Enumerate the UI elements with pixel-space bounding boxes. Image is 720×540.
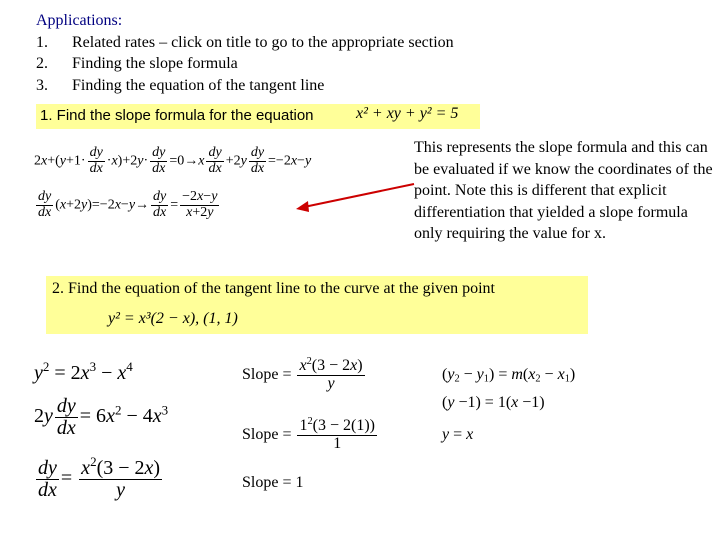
- list-item: 2. Finding the slope formula: [36, 55, 238, 72]
- slope-formula-note: This represents the slope formula and this can be evaluated if we know the coordinates of the point. Note this is different that explicit differentiation that yielded a slope formula only requiring the value for x.: [414, 139, 713, 242]
- list-item[interactable]: 1. Related rates – click on title to go to the appropriate section: [36, 32, 454, 54]
- list-item: 3. Finding the equation of the tangent line: [36, 76, 325, 94]
- section1-equation: x² + xy + y² = 5: [356, 105, 459, 122]
- derivation-line-2: $\frac{dy}{dx}$ (x+2y)=−2x−y→ $\frac{dy}{dx}$ = $\frac{-2x-y}{x+2y}$: [38, 189, 218, 220]
- point-slope-form: $(y_2 - y_1) = m(x_2 - x_1)$: [442, 366, 576, 385]
- related-rates-link[interactable]: Related rates – click on title to go to the appropriate section: [72, 33, 454, 51]
- derivation-line-1: 2x+(y+1· $\frac{dy}{dx}$ ·x)+2y· $\frac{dy}{dx}$ =0→x $\frac{dy}{dx}$ +2y $\frac{dy}{dx}$ =−2x−y: [34, 145, 312, 176]
- applications-list: [36, 10, 454, 96]
- slope-value: Slope = 1: [242, 474, 304, 491]
- section2-title: 2. Find the equation of the tangent line to the curve at the given point: [52, 280, 495, 297]
- applications-heading: Applications:: [36, 12, 123, 29]
- point-slope-substituted: (y −1) = 1(x −1): [442, 394, 545, 411]
- slope-formula: Slope = $\frac{x^2(3 - 2x)}{y}$: [242, 355, 363, 392]
- step-expand: $y^2 = 2x^3 - x^4$: [34, 359, 133, 384]
- slope-evaluated: Slope = $\frac{1^2(3 - 2(1))}{1}$: [242, 415, 376, 452]
- tangent-line-result: y = x: [442, 426, 474, 443]
- pointer-arrow-icon: [290, 180, 420, 220]
- section2-equation: y² = x³(2 − x), (1, 1): [108, 310, 238, 327]
- section1-title: 1. Find the slope formula for the equation: [40, 107, 314, 124]
- step-differentiate: 2y $\frac{dy}{dx}$ = $6x^2 - 4x^3$: [34, 395, 169, 439]
- step-solve: $\frac{dy}{dx}$ = $\frac{x^2(3 - 2x)}{y}$: [38, 454, 161, 501]
